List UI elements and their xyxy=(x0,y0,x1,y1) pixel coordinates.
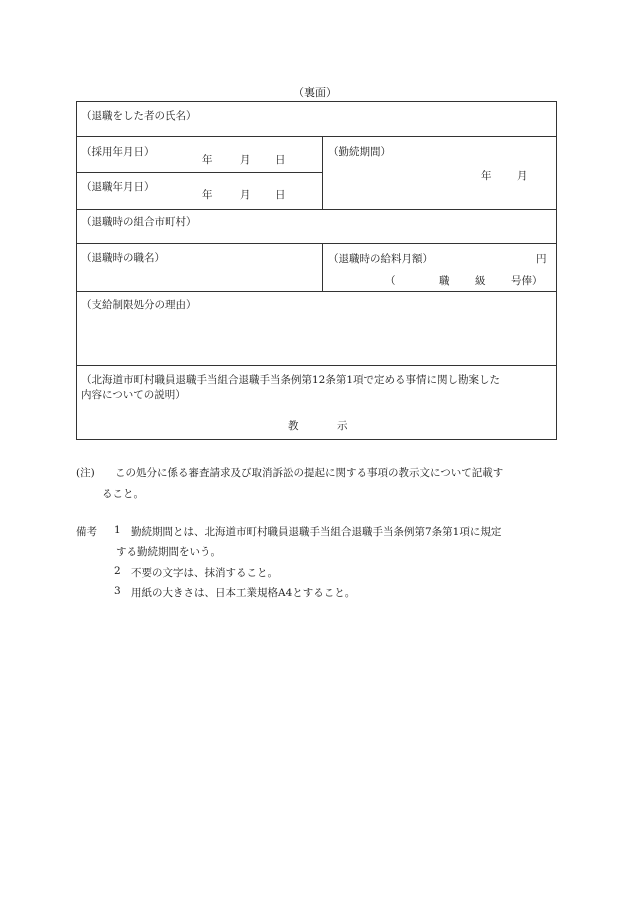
grade-shoku: 職 xyxy=(439,275,450,287)
service-period-year: 年 xyxy=(481,170,492,182)
form-table xyxy=(76,101,557,440)
hire-date-day: 日 xyxy=(275,154,286,166)
name-label: （退職をした者の氏名） xyxy=(81,110,197,122)
page-title: （裏面） xyxy=(293,86,337,99)
row-divider-dates xyxy=(77,172,322,173)
remark-2-line1: 不要の文字は、抹消すること。 xyxy=(131,567,278,579)
municipality-label: （退職時の組合市町村） xyxy=(81,216,197,228)
service-period-label: （勤続期間） xyxy=(328,146,391,158)
retire-date-year: 年 xyxy=(202,189,213,201)
remarks-label: 備考 xyxy=(76,526,97,538)
salary-label: （退職時の給料月額） xyxy=(328,253,433,265)
note-marker: (注) xyxy=(76,467,95,479)
remark-1-number: 1 xyxy=(114,524,121,536)
row-divider-municipality xyxy=(77,243,556,244)
position-label: （退職時の職名） xyxy=(81,252,165,264)
retire-date-month: 月 xyxy=(240,189,251,201)
explanation-label-line1: （北海道市町村職員退職手当組合退職手当条例第12条第1項で定める事情に関し勘案した xyxy=(81,374,501,386)
hire-date-year: 年 xyxy=(202,154,213,166)
remark-2-number: 2 xyxy=(114,565,121,577)
remark-1-line2: する勤続期間をいう。 xyxy=(116,546,221,558)
instruction-heading-left: 教 xyxy=(288,420,299,432)
col-divider-dates xyxy=(322,136,323,209)
note-text-line1: この処分に係る審査請求及び取消訴訟の提起に関する事項の教示文について記載す xyxy=(115,467,504,479)
row-divider-reason xyxy=(77,365,556,366)
reason-label: （支給制限処分の理由） xyxy=(81,299,197,311)
grade-open-paren: （ xyxy=(385,275,396,287)
note-text-line2: ること。 xyxy=(102,488,144,500)
salary-unit: 円 xyxy=(536,253,547,265)
retire-date-day: 日 xyxy=(275,189,286,201)
retire-date-label: （退職年月日） xyxy=(81,181,155,193)
instruction-heading-right: 示 xyxy=(337,420,348,432)
grade-kyu: 級 xyxy=(475,275,486,287)
grade-gohou: 号俸） xyxy=(511,275,543,287)
remark-3-number: 3 xyxy=(114,585,121,597)
hire-date-month: 月 xyxy=(240,154,251,166)
row-divider-position xyxy=(77,291,556,292)
explanation-label-line2: 内容についての説明） xyxy=(81,389,186,401)
row-divider-service xyxy=(77,209,556,210)
col-divider-position xyxy=(322,243,323,291)
service-period-month: 月 xyxy=(517,170,528,182)
remark-3-line1: 用紙の大きさは、日本工業規格A4とすること。 xyxy=(131,587,356,599)
hire-date-label: （採用年月日） xyxy=(81,146,155,158)
remark-1-line1: 勤続期間とは、北海道市町村職員退職手当組合退職手当条例第7条第1項に規定 xyxy=(131,526,502,538)
row-divider-name xyxy=(77,136,556,137)
